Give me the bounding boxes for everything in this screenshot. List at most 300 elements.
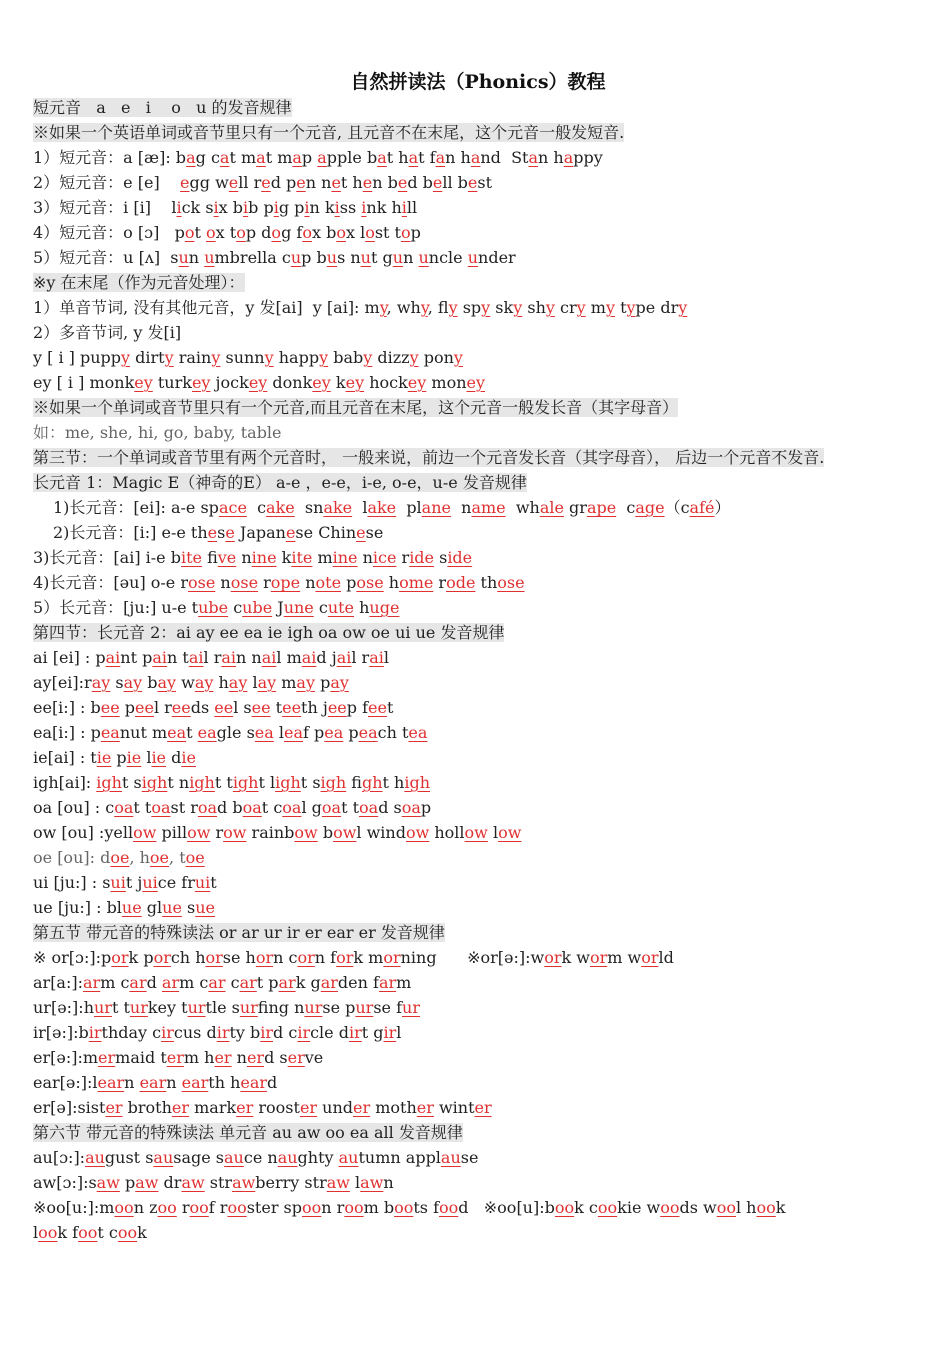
phonics-highlight: oo: [157, 1198, 177, 1217]
phonics-highlight: ea: [358, 723, 378, 742]
line-text: p f: [346, 698, 368, 717]
line-text: oa [ou] : c: [33, 798, 115, 817]
phonics-highlight: er: [474, 1098, 492, 1117]
line-text: , t: [169, 848, 186, 867]
line-text: f: [202, 548, 218, 567]
line-text: mon: [426, 373, 467, 392]
phonics-highlight: aw: [96, 1173, 120, 1192]
phonics-highlight: ale: [539, 498, 564, 517]
line-text: k: [775, 1198, 786, 1217]
line-text: ea[i:] : p: [33, 723, 101, 742]
phonics-highlight: ope: [270, 573, 301, 592]
phonics-highlight: ee: [368, 698, 387, 717]
phonics-highlight: i: [176, 198, 182, 217]
line-text: l r: [351, 648, 370, 667]
line-text: ch t: [377, 723, 409, 742]
phonics-highlight: oo: [344, 1198, 364, 1217]
line-text: ve: [304, 1048, 324, 1067]
line-text: fing n: [257, 998, 305, 1017]
line-text: x b: [218, 198, 244, 217]
phonics-highlight: er: [236, 1098, 254, 1117]
phonics-highlight: au: [277, 1148, 298, 1167]
page-title: 自然拼读法（Phonics）教程: [350, 71, 606, 93]
text-line: [33, 270, 923, 295]
phonics-highlight: ee: [282, 698, 302, 717]
phonics-highlight: ose: [230, 573, 259, 592]
phonics-highlight: oo: [114, 1198, 134, 1217]
line-text: c: [616, 498, 636, 517]
line-text: gl: [141, 898, 163, 917]
highlighted-heading: [33, 623, 504, 642]
line-text: l: [33, 1223, 39, 1242]
line-text: key t: [147, 998, 188, 1017]
line-text: p: [301, 148, 318, 167]
line-text: t h: [382, 773, 405, 792]
line-text: d s: [264, 1048, 288, 1067]
line-text: f r: [208, 1198, 228, 1217]
highlighted-heading: [33, 273, 245, 292]
line-text: ※如果一个单词或音节里只有一个元音,而且元音在末尾，这个元音一般发长音（其字母音）: [33, 398, 679, 417]
phonics-highlight: e: [225, 523, 235, 542]
phonics-highlight: ai: [301, 648, 317, 667]
line-text: x t: [215, 223, 237, 242]
line-text: p: [111, 748, 127, 767]
line-text: m: [276, 673, 297, 692]
phonics-highlight: a: [377, 148, 387, 167]
text-line: [33, 795, 923, 820]
line-text: b: [317, 823, 334, 842]
text-line: [33, 695, 923, 720]
phonics-highlight: ear: [97, 1073, 125, 1092]
phonics-highlight: or: [111, 948, 129, 967]
phonics-highlight: y: [409, 348, 419, 367]
line-text: nder: [478, 248, 516, 267]
line-text: ppy: [573, 148, 603, 167]
text-line: [33, 395, 923, 420]
phonics-highlight: ow: [498, 823, 522, 842]
line-text: 第四节：长元音 2：ai ay ee ea ie igh oa ow oe ui ue 发音规律: [33, 623, 505, 642]
highlighted-heading: [33, 923, 445, 942]
text-line: [33, 1220, 923, 1245]
highlighted-heading: [33, 1123, 463, 1142]
text-line: [33, 845, 923, 870]
phonics-highlight: a: [292, 148, 302, 167]
phonics-highlight: au: [338, 1148, 359, 1167]
line-text: , fl: [427, 298, 449, 317]
line-text: sunn: [220, 348, 265, 367]
line-text: l: [349, 1173, 361, 1192]
line-text: aw[ɔ:]:s: [33, 1173, 97, 1192]
phonics-highlight: ea: [254, 723, 274, 742]
document-page: [33, 70, 923, 1245]
line-text: t j: [125, 873, 143, 892]
phonics-highlight: ai: [336, 648, 352, 667]
line-text: th h: [208, 1073, 241, 1092]
phonics-highlight: oa: [359, 798, 379, 817]
line-text: d ※oo[u]:b: [458, 1198, 555, 1217]
line-text: k m: [353, 948, 384, 967]
phonics-highlight: y: [678, 298, 688, 317]
line-text: h: [354, 598, 370, 617]
line-text: n: [357, 548, 373, 567]
phonics-highlight: ane: [421, 498, 451, 517]
phonics-highlight: aw: [181, 1173, 205, 1192]
phonics-highlight: or: [297, 948, 315, 967]
line-text: g p: [278, 198, 305, 217]
line-text: y [ i ] pupp: [33, 348, 122, 367]
line-text: p: [119, 698, 135, 717]
phonics-highlight: ome: [399, 573, 434, 592]
line-text: r: [210, 823, 224, 842]
line-text: nt p: [120, 648, 153, 667]
line-text: ai [ei] : p: [33, 648, 106, 667]
text-line: [33, 895, 923, 920]
line-text: n n: [236, 648, 262, 667]
line-text: t: [194, 223, 207, 242]
phonics-highlight: oe: [149, 848, 170, 867]
phonics-highlight: y: [605, 298, 615, 317]
line-text: r: [433, 573, 447, 592]
phonics-highlight: ey: [466, 373, 486, 392]
phonics-highlight: e: [331, 173, 341, 192]
line-text: gle s: [216, 723, 255, 742]
line-text: bab: [328, 348, 364, 367]
line-text: l m: [276, 648, 302, 667]
phonics-highlight: ur: [402, 998, 420, 1017]
phonics-highlight: u: [290, 248, 302, 267]
lesson-body: [33, 95, 923, 1245]
line-text: f p: [303, 723, 325, 742]
phonics-highlight: y: [626, 298, 636, 317]
line-text: er[ə]:sist: [33, 1098, 106, 1117]
line-text: x l: [345, 223, 366, 242]
text-line: [33, 920, 923, 945]
phonics-highlight: ie: [151, 748, 167, 767]
line-text: m c: [100, 973, 130, 992]
line-text: n: [383, 1173, 394, 1192]
line-text: n z: [133, 1198, 158, 1217]
phonics-highlight: ow: [294, 823, 318, 842]
line-text: h: [383, 573, 400, 592]
phonics-highlight: oo: [38, 1223, 58, 1242]
phonics-highlight: i: [243, 198, 249, 217]
line-text: sk: [490, 298, 514, 317]
phonics-highlight: ea: [324, 723, 344, 742]
phonics-highlight: ape: [586, 498, 617, 517]
phonics-highlight: or: [589, 948, 608, 967]
line-text: d p: [270, 173, 297, 192]
line-text: 长元音 1：Magic E（神奇的E） a-e ，e-e，i-e, o-e，u-e 发音规律: [33, 473, 527, 492]
text-line: [33, 470, 923, 495]
line-text: t: [386, 698, 394, 717]
phonics-highlight: ea: [167, 723, 187, 742]
phonics-highlight: ey: [134, 373, 153, 392]
phonics-highlight: igh: [96, 773, 122, 792]
phonics-highlight: oe: [110, 848, 130, 867]
phonics-highlight: ea: [197, 723, 217, 742]
phonics-highlight: y: [319, 348, 329, 367]
line-text: s: [217, 523, 226, 542]
line-text: t p: [256, 973, 279, 992]
line-text: m h: [183, 1048, 215, 1067]
line-text: w: [176, 673, 195, 692]
text-line: [33, 1070, 923, 1095]
phonics-highlight: ie: [181, 748, 196, 767]
phonics-highlight: y: [420, 298, 428, 317]
phonics-highlight: or: [544, 948, 562, 967]
phonics-highlight: ee: [327, 698, 347, 717]
phonics-highlight: ai: [369, 648, 384, 667]
line-text: pl: [396, 498, 422, 517]
phonics-highlight: ue: [121, 898, 142, 917]
line-text: m: [312, 548, 333, 567]
phonics-highlight: oo: [227, 1198, 247, 1217]
phonics-highlight: er: [299, 1098, 318, 1117]
phonics-highlight: ar: [378, 973, 397, 992]
line-text: p: [420, 798, 432, 817]
line-text: thday c: [101, 1023, 162, 1042]
phonics-highlight: oo: [394, 1198, 414, 1217]
line-text: t s: [121, 773, 142, 792]
line-text: pple b: [326, 148, 378, 167]
phonics-highlight: u: [178, 248, 189, 267]
phonics-highlight: ey: [191, 373, 211, 392]
phonics-highlight: ee: [251, 698, 271, 717]
line-text: ch h: [170, 948, 206, 967]
phonics-highlight: ube: [242, 598, 273, 617]
text-line: [33, 620, 923, 645]
phonics-highlight: u: [326, 248, 338, 267]
text-line: [33, 645, 923, 670]
phonics-highlight: ear: [181, 1073, 209, 1092]
text-line: [33, 295, 923, 320]
line-text: t n: [167, 773, 190, 792]
line-text: ※ or[ɔ:]:p: [33, 948, 112, 967]
phonics-highlight: ay: [123, 673, 143, 692]
phonics-highlight: ose: [188, 573, 216, 592]
line-text: se f: [373, 998, 403, 1017]
line-text: th: [475, 573, 498, 592]
line-text: l: [487, 823, 499, 842]
phonics-highlight: i: [304, 198, 310, 217]
line-text: l: [273, 723, 285, 742]
line-text: J: [272, 598, 284, 617]
text-line: [33, 345, 923, 370]
phonics-highlight: e: [397, 173, 408, 192]
line-text: ds: [190, 698, 215, 717]
phonics-highlight: oo: [117, 1223, 138, 1242]
line-text: rain: [173, 348, 212, 367]
phonics-highlight: y: [164, 348, 174, 367]
text-line: [33, 945, 923, 970]
phonics-highlight: u: [467, 248, 479, 267]
text-line: [33, 370, 923, 395]
phonics-highlight: uge: [369, 598, 400, 617]
line-text: l r: [203, 648, 222, 667]
phonics-highlight: au: [153, 1148, 174, 1167]
phonics-highlight: igh: [404, 773, 431, 792]
text-line: [33, 145, 923, 170]
line-text: mbrella c: [214, 248, 291, 267]
line-text: t t: [214, 773, 233, 792]
phonics-highlight: une: [283, 598, 314, 617]
phonics-highlight: oo: [597, 1198, 618, 1217]
text-line: [33, 720, 923, 745]
line-text: pe dr: [635, 298, 679, 317]
line-text: ll r: [238, 173, 262, 192]
phonics-highlight: a: [317, 148, 327, 167]
line-text: sh: [522, 298, 546, 317]
phonics-highlight: e: [285, 523, 296, 542]
phonics-highlight: a: [528, 148, 539, 167]
line-text: c: [228, 598, 243, 617]
phonics-highlight: ice: [372, 548, 397, 567]
line-text: sn: [294, 498, 324, 517]
line-text: t h: [340, 173, 363, 192]
line-text: ll b: [442, 173, 468, 192]
phonics-highlight: ear: [240, 1073, 268, 1092]
phonics-highlight: ui: [142, 873, 158, 892]
phonics-highlight: a: [563, 148, 574, 167]
line-text: ir[ə:]:b: [33, 1023, 89, 1042]
phonics-highlight: ie: [96, 748, 112, 767]
line-text: t c: [97, 1223, 118, 1242]
phonics-highlight: ar: [239, 973, 257, 992]
phonics-highlight: ide: [409, 548, 435, 567]
phonics-highlight: ute: [327, 598, 355, 617]
phonics-highlight: oo: [78, 1223, 98, 1242]
phonics-highlight: o: [236, 223, 246, 242]
phonics-highlight: e: [228, 173, 239, 192]
line-text: und: [317, 1098, 353, 1117]
phonics-highlight: oo: [660, 1198, 680, 1217]
line-text: 4）短元音：o [ɔ] p: [33, 223, 185, 242]
phonics-highlight: ake: [323, 498, 353, 517]
line-text: d b: [217, 798, 243, 817]
line-text: den f: [337, 973, 379, 992]
phonics-highlight: oo: [302, 1198, 322, 1217]
line-text: dirt: [130, 348, 165, 367]
phonics-highlight: or: [336, 948, 354, 967]
phonics-highlight: ai: [261, 648, 277, 667]
phonics-highlight: y: [576, 298, 586, 317]
line-text: n n: [305, 173, 332, 192]
phonics-highlight: oo: [716, 1198, 736, 1217]
phonics-highlight: o: [302, 223, 312, 242]
phonics-highlight: e: [432, 173, 443, 192]
line-text: p b: [301, 248, 327, 267]
line-text: berry str: [255, 1173, 327, 1192]
phonics-highlight: i: [273, 198, 279, 217]
line-text: t g: [370, 248, 393, 267]
line-text: ※如果一个英语单词或音节里只有一个元音, 且元音不在末尾，这个元音一般发短音.: [33, 123, 625, 142]
line-text: n f: [314, 948, 337, 967]
line-text: ui [ju:] : s: [33, 873, 111, 892]
line-text: ncle: [428, 248, 468, 267]
text-line: [33, 320, 923, 345]
line-text: donk: [267, 373, 313, 392]
line-text: l wind: [356, 823, 406, 842]
phonics-highlight: o: [365, 223, 375, 242]
line-text: , h: [129, 848, 150, 867]
highlighted-text: 一个单词或音节里有两个元音时， 一般来说，前边一个元音发长音（其字母音）， 后边一个元音不发音.: [97, 448, 825, 467]
line-text: ar[a:]:: [33, 973, 83, 992]
line-text: ue [ju:] : bl: [33, 898, 122, 917]
line-text: ty b: [229, 1023, 261, 1042]
line-text: s: [434, 548, 448, 567]
line-text: l r: [153, 698, 172, 717]
line-text: r: [176, 1198, 190, 1217]
phonics-highlight: ur: [129, 998, 148, 1017]
line-text: n k: [309, 198, 335, 217]
line-text: 1）短元音：a [æ]: b: [33, 148, 187, 167]
phonics-highlight: e: [207, 523, 218, 542]
line-text: , wh: [386, 298, 421, 317]
line-text: g c: [195, 148, 220, 167]
line-text: m w: [607, 948, 642, 967]
phonics-highlight: oa: [282, 798, 302, 817]
line-text: n: [236, 548, 252, 567]
phonics-highlight: o: [184, 223, 195, 242]
line-text: t g: [361, 1023, 384, 1042]
phonics-highlight: ite: [180, 548, 202, 567]
line-text: n: [215, 573, 231, 592]
line-text: d s: [378, 798, 402, 817]
phonics-highlight: ar: [129, 973, 147, 992]
phonics-highlight: aw: [326, 1173, 350, 1192]
phonics-highlight: e: [180, 173, 190, 192]
line-text: sage s: [173, 1148, 225, 1167]
line-text: t: [186, 723, 198, 742]
line-text: dr: [158, 1173, 182, 1192]
phonics-highlight: u: [360, 248, 371, 267]
line-text: r: [396, 548, 410, 567]
phonics-highlight: ay: [257, 673, 277, 692]
line-text: ll: [406, 198, 418, 217]
line-text: st: [477, 173, 493, 192]
line-text: 如：me, she, hi, go, baby, table: [33, 423, 282, 442]
line-text: t m: [265, 148, 293, 167]
phonics-highlight: aw: [360, 1173, 384, 1192]
line-text: ie[ai] : t: [33, 748, 97, 767]
phonics-highlight: igh: [361, 773, 383, 792]
phonics-highlight: er: [166, 1048, 184, 1067]
line-text: p: [341, 573, 357, 592]
line-text: ce n: [243, 1148, 278, 1167]
line-text: turk: [152, 373, 192, 392]
text-line: [33, 870, 923, 895]
line-text: t s: [300, 773, 321, 792]
phonics-highlight: ow: [223, 823, 247, 842]
line-text: k c: [574, 1198, 598, 1217]
phonics-highlight: er: [353, 1098, 371, 1117]
phonics-highlight: ow: [405, 823, 430, 842]
phonics-highlight: ir: [348, 1023, 362, 1042]
phonics-highlight: a: [435, 148, 446, 167]
phonics-highlight: er: [105, 1098, 123, 1117]
line-text: t: [614, 298, 627, 317]
phonics-highlight: y: [481, 298, 491, 317]
phonics-highlight: o: [271, 223, 282, 242]
phonics-highlight: ose: [356, 573, 384, 592]
phonics-highlight: ir: [297, 1023, 311, 1042]
phonics-highlight: a: [470, 148, 481, 167]
phonics-highlight: or: [205, 948, 223, 967]
line-text: ear[ə:]:l: [33, 1073, 98, 1092]
text-line: [33, 495, 923, 520]
line-text: jock: [210, 373, 249, 392]
phonics-highlight: igh: [320, 773, 347, 792]
